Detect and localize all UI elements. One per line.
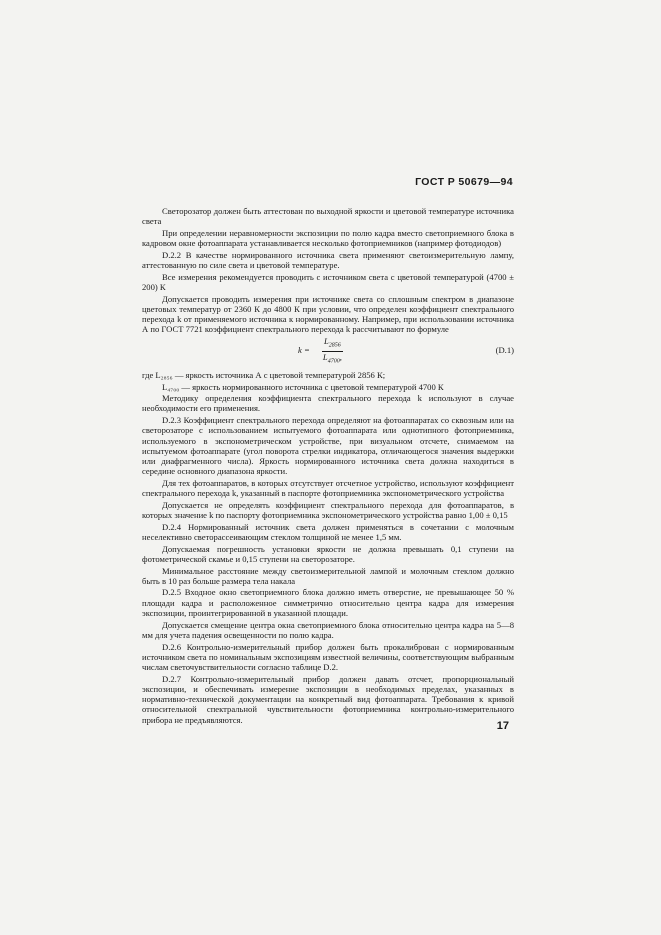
paragraph: Минимальное расстояние между светоизмерительной лампой и молочным стеклом должно быть в 10 раз больше размера тела накала bbox=[142, 565, 514, 586]
formula-number: (D.1) bbox=[495, 344, 514, 355]
paragraph: Допускается смещение центра окна светоприемного блока относительно центра кадра на 5—8 мм для учета падения освещенности по полю кадра. bbox=[142, 619, 514, 640]
paragraph: где L₂₈₅₆ — яркость источника А с цветовой температурой 2856 К; bbox=[142, 369, 386, 380]
formula-d1 bbox=[142, 336, 514, 366]
paragraph-block-1 bbox=[142, 206, 514, 335]
standard-header: ГОСТ Р 50679—94 bbox=[415, 176, 513, 188]
body-text bbox=[142, 206, 514, 726]
paragraph: Светорозатор должен быть аттестован по выходной яркости и цветовой температуре источника света bbox=[142, 206, 514, 227]
paragraph: Допускается проводить измерения при источнике света со сплошным спектром в диапазоне цветовых температур от 2360 К до 4800 К при условии, что определен коэффициент спектрального перехода k от применяемого источника к нормированному. Например, при использовании источника А по ГОСТ 7721 коэффициент спектрального перехода k рассчитывают по формуле bbox=[142, 293, 514, 335]
paragraph: D.2.6 Контрольно-измерительный прибор должен быть прокалиброван с нормированным источником света по номинальным экспозициям известной величины, соответствующим выбранным числам светочувствительности согласно таблице D.2. bbox=[142, 641, 514, 672]
paragraph: При определении неравномерности экспозиции по полю кадра вместо светоприемного блока в кадровом окне фотоаппарата устанавливается несколько фотоприемников (например фотодиодов) bbox=[142, 227, 514, 249]
paragraph: Для тех фотоаппаратов, в которых отсутствует отсчетное устройство, используют коэффициент спектрального перехода k, указанный в паспорте фотоприемника экспонометрического устройства bbox=[142, 478, 514, 499]
paragraph: D.2.4 Нормированный источник света должен применяться в сочетании с молочным неселективно светорассеивающим стеклом толщиной не менее 1,5 мм. bbox=[142, 521, 514, 543]
paragraph: D.2.2 В качестве нормированного источника света применяют светоизмерительную лампу, аттестованную по силе света и цветовой температуре. bbox=[142, 249, 514, 271]
paragraph: D.2.7 Контрольно-измерительный прибор должен давать отсчет, пропорциональный экспозиции, и обеспечивать измерение экспозиции в необходимых пределах, указанных в нормативно-технической документации на конкретный вид фотоаппарата. Требования к кривой относительной спектральной чувствительности фотоприемника контрольно-измерительного прибора не предъявляются. bbox=[142, 673, 514, 725]
page-number: 17 bbox=[496, 720, 509, 732]
paragraph: D.2.3 Коэффициент спектрального перехода определяют на фотоаппаратах со сквозным или на светорозаторе с использованием испытуемого фотоаппарата или однотипного фотоприемника, используемого в экспонометрическом устройстве, при визуальном отсчете, снимаемом на испытуемом фотоаппарате (угол поворота стрелки индикатора, отличающегося значения выдержки или диафрагменного числа). Яркость нормированного источника света должна находиться в середине основного диапазона яркости. bbox=[142, 415, 514, 477]
paragraph: D.2.5 Входное окно светоприемного блока должно иметь отверстие, не превышающее 50 % площади кадра и расположенное симметрично относительно центра кадра для измерения экспозиции, проинтегрированной в указанной площади. bbox=[142, 587, 514, 618]
formula-numerator: $L_{2856}$ bbox=[322, 336, 343, 352]
formula-fraction bbox=[322, 336, 343, 367]
paragraph: L₄₇₀₀ — яркость нормированного источника с цветовой температурой 4700 К bbox=[162, 381, 444, 392]
paragraph: Допускается не определять коэффициент спектрального перехода для фотоаппаратов, в которых значение k по паспорту фотоприемника экспонометрического устройства равно 1,00 ± 0,15 bbox=[142, 499, 514, 521]
formula-denominator: $L_{4700}$, bbox=[322, 351, 342, 365]
paragraph: Допускаемая погрешность установки яркости не должна превышать 0,1 ступени на фотометрической скамье и 0,15 ступени на светорозаторе. bbox=[142, 543, 514, 564]
paragraph-block-2 bbox=[142, 370, 514, 725]
formula-lhs: k = bbox=[298, 344, 310, 355]
paragraph: Методику определения коэффициента спектрального перехода k используют в случае необходимости его применения. bbox=[142, 393, 514, 414]
paragraph: Все измерения рекомендуется проводить с источником света с цветовой температурой (4700 ± 200) К bbox=[142, 271, 514, 292]
